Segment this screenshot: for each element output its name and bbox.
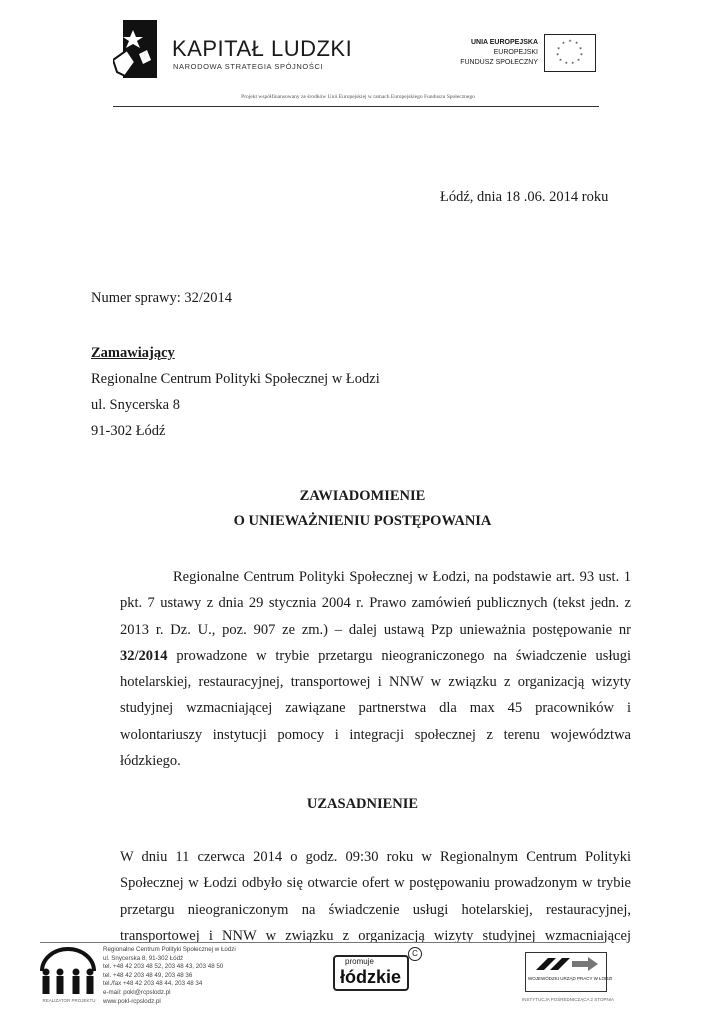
contact-line: tel./fax +48 42 203 48 44, 203 48 34 <box>103 980 203 988</box>
paragraph-line: przetargu nieograniczonym na świadczenie usługi hotelarskiej, restauracyjnej, <box>120 901 631 918</box>
svg-text:*: * <box>557 47 561 54</box>
svg-text:*: * <box>564 61 568 68</box>
notice-paragraph <box>120 564 631 774</box>
paragraph-line: hotelarskiej, restauracyjnej, transportowej i NNW w związku z organizacją wizyty <box>120 674 631 691</box>
paragraph-line: Regionalne Centrum Polityki Społecznej w Łodzi, na podstawie art. 93 ust. 1 <box>173 569 631 585</box>
document-title-line2: O UNIEWAŻNIENIU POSTĘPOWANIA <box>233 513 492 529</box>
paragraph-line: studyjnej wzmacniającej zawiązane partnerstwa dla max 45 pracowników i <box>120 700 631 717</box>
case-number-bold: 32/2014 <box>120 647 168 664</box>
svg-text:*: * <box>556 52 560 59</box>
wup-arrow-icon <box>526 954 606 976</box>
svg-text:*: * <box>561 41 565 48</box>
cofinance-note: Projekt współfinansowany ze środków Unii Europejskiej w ramach Europejskiego Funduszu Społecznego <box>241 94 475 100</box>
paragraph-line: W dniu 11 czerwca 2014 o godz. 09:30 roku w Regionalnym Centrum Polityki <box>120 849 631 865</box>
header-divider <box>113 106 599 107</box>
footer-divider <box>40 942 605 943</box>
eu-flag-icon <box>544 34 596 72</box>
svg-text:*: * <box>579 52 583 59</box>
paragraph-line: Społecznej w Łodzi odbyło się otwarcie ofert w postępowaniu prowadzonym w trybie <box>120 875 631 892</box>
recipient-name: Regionalne Centrum Polityki Społecznej w Łodzi <box>91 371 380 387</box>
svg-text:*: * <box>559 58 562 65</box>
svg-text:*: * <box>577 58 580 65</box>
contact-line: ul. Snycerska 8, 91-302 Łódź <box>103 954 184 962</box>
kapital-ludzki-logo-icon <box>113 20 159 80</box>
justification-paragraph <box>120 844 631 949</box>
document-title <box>0 484 725 534</box>
contact-line: Regionalne Centrum Polityki Społecznej w Łodzi <box>103 946 236 953</box>
contact-website: www.pokl-rcpslodz.pl <box>103 997 161 1005</box>
eu-label <box>430 38 538 68</box>
document-date: Łódź, dnia 18 .06. 2014 roku <box>440 189 609 205</box>
promuje-label: promuje <box>345 957 374 966</box>
svg-text:*: * <box>578 47 582 54</box>
lodzkie-label: łódzkie <box>340 967 402 987</box>
rcps-logo-icon <box>36 945 100 997</box>
document-title-line1: ZAWIADOMIENIE <box>299 488 426 504</box>
recipient-block <box>91 340 380 444</box>
svg-text:*: * <box>568 39 572 46</box>
paragraph-line: 2013 r. Dz. U., poz. 907 ze zm.) – dalej ustawą Pzp unieważnia postępowanie nr <box>120 621 631 638</box>
wup-logo <box>525 952 613 992</box>
logo-caption: REALIZATOR PROJEKTU <box>42 998 96 1003</box>
case-number: Numer sprawy: 32/2014 <box>91 290 232 306</box>
paragraph-line <box>120 643 631 669</box>
paragraph-line: transportowej i NNW w związku z organizacją wizyty studyjnej wzmacniającej <box>120 927 631 944</box>
wup-caption: INSTYTUCJA POŚREDNICZĄCA 2 STOPNIA <box>522 997 614 1002</box>
contact-email: e-mail: pokl@rcpslodz.pl <box>103 988 171 996</box>
wup-label: WOJEWÓDZKI URZĄD PRACY W ŁODZI <box>528 976 613 981</box>
paragraph-line: pkt. 7 ustawy z dnia 29 stycznia 2004 r. Prawo zamówień publicznych (tekst jedn. z <box>120 595 631 612</box>
paragraph-line-rest: prowadzone w trybie przetargu nieograniczonego na świadczenie usługi <box>167 647 631 664</box>
contact-line: tel. +48 42 203 48 52, 203 48 43, 203 48 50 <box>103 963 224 971</box>
kapital-ludzki-title: KAPITAŁ LUDZKI <box>172 36 353 61</box>
eu-label-line2: EUROPEJSKI <box>493 49 538 56</box>
svg-text:*: * <box>571 61 575 68</box>
recipient-street: ul. Snycerska 8 <box>91 397 180 413</box>
copyright-mark-icon: C <box>408 947 422 961</box>
paragraph-line: łódzkiego. <box>120 753 181 770</box>
recipient-heading: Zamawiający <box>91 345 175 361</box>
paragraph-line: wolontariuszy instytucji pomocy i integracji społecznej z terenu województwa <box>120 726 631 743</box>
svg-text:*: * <box>575 41 579 48</box>
eu-label-line1: UNIA EUROPEJSKA <box>470 39 538 46</box>
recipient-city: 91-302 Łódź <box>91 423 166 439</box>
contact-line: tel. +48 42 203 48 49, 203 48 36 <box>103 971 193 979</box>
section-heading: UZASADNIENIE <box>306 796 419 812</box>
eu-label-line3: FUNDUSZ SPOŁECZNY <box>460 59 538 66</box>
kapital-ludzki-subtitle: NARODOWA STRATEGIA SPÓJNOŚCI <box>173 62 324 71</box>
footer-contact <box>103 946 236 1006</box>
